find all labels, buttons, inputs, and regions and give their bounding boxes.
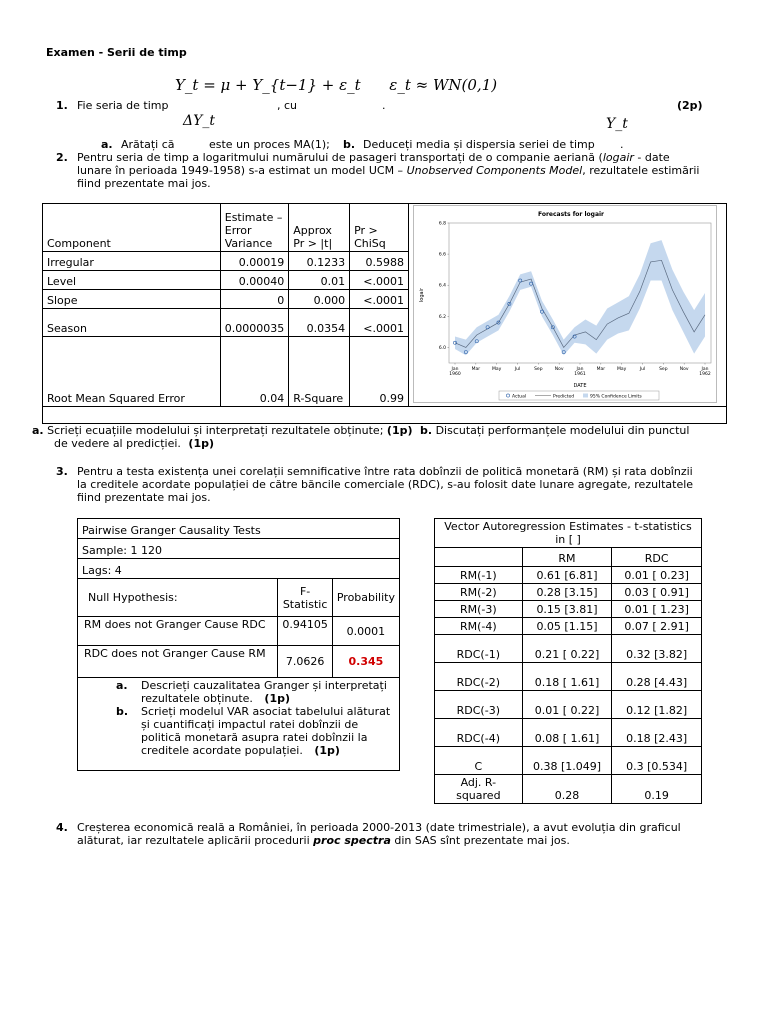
forecast-ylabel: logair [419,287,425,303]
ucm-cell: 0.000 [289,290,350,309]
granger-hypothesis: RM does not Granger Cause RDC [78,617,278,646]
q2a-label: a. [32,424,44,437]
var-row [435,747,702,775]
var-row [435,584,702,601]
q3-line3: fiind prezentate mai jos. [77,491,211,504]
x-tick-label: May [492,367,502,372]
q2-line2 [77,164,699,177]
x-tick-label: Jul [639,367,646,372]
var-row-label: RDC(-3) [435,691,523,719]
q2-line1-italic: logair [602,151,634,164]
granger-questions-cell [78,678,400,771]
x-tick-label: Jan [451,367,459,372]
q1b-end: . [620,138,624,151]
var-cell-rdc: 0.07 [ 2.91] [612,618,702,635]
granger-p-value-highlight: 0.345 [332,646,399,678]
var-row [435,635,702,663]
var-title: Vector Autoregression Estimates - t-statistics in [ ] [435,519,702,548]
legend-band: 95% Confidence Limits [590,394,642,400]
ucm-rmse-label: Root Mean Squared Error [43,337,221,407]
ucm-row [43,309,409,337]
q4-line2 [77,834,570,847]
granger-row [78,646,400,678]
q1a-label: a. [101,138,113,151]
ucm-cell: 0.01 [289,271,350,290]
q2-line2-b: , rezultatele estimării [582,164,700,177]
q3-line1: Pentru a testa existența unei corelații semnificative între rata dobînzii de politică monetară (RM) și rata dobînzii [77,465,693,478]
var-row-label: RM(-3) [435,601,523,618]
q1b-text: Deduceți media și dispersia seriei de timp [363,138,595,151]
ucm-cell: 0.0354 [289,309,350,337]
ucm-rsq-value: 0.99 [350,337,409,407]
model-formula: Y_t = μ + Y_{t−1} + ε_t ε_t ≈ WN(0,1) [175,76,498,94]
granger-p-value: 0.0001 [332,617,399,646]
q3-line2: la creditele acordate populației de către băncile comerciale (RDC), s-au folosit date lunare agregate, rezultatele [77,478,694,491]
x-tick-label: Jan [576,367,584,372]
var-row-label: RDC(-1) [435,635,523,663]
var-cell-rdc: 0.01 [ 1.23] [612,601,702,618]
var-cell-rdc: 0.19 [612,775,702,804]
q1a-text: Arătați că [121,138,175,151]
q4-line2-b: din SAS sînt prezentate mai jos. [390,834,570,847]
var-cell-rm: 0.28 [3.15] [522,584,612,601]
granger-f-value: 0.94105 [278,617,333,646]
ucm-row-rmse [43,337,409,407]
q2b-text2: de vedere al predicției. [54,437,181,450]
granger-f-value: 7.0626 [278,646,333,678]
var-cell-rdc: 0.3 [0.534] [612,747,702,775]
granger-q-b-points: (1p) [314,744,340,757]
y-tick-label: 6.4 [438,283,446,289]
var-header-rm: RM [522,548,612,567]
q4-number: 4. [56,821,68,834]
forecast-chart-title: Forecasts for logair [537,211,605,218]
legend-predicted: Predicted [553,394,575,400]
legend-actual: Actual [512,394,527,400]
var-row-label: RM(-4) [435,618,523,635]
var-row [435,719,702,747]
x-tick-year: 1961 [574,372,586,377]
q1-dot: . [382,99,386,112]
q2b-points: (1p) [188,437,215,450]
q3-number: 3. [56,465,68,478]
q1-text-b: , cu [277,99,298,112]
granger-title: Pairwise Granger Causality Tests [78,519,400,539]
var-cell-rm: 0.28 [522,775,612,804]
var-row [435,663,702,691]
ucm-cell: 0.1233 [289,252,350,271]
x-tick-label: Nov [554,367,564,372]
granger-q-a-points: (1p) [264,692,291,705]
var-row [435,567,702,584]
y-tick-label: 6.2 [438,314,446,320]
granger-q-b [78,705,399,757]
y-tick-label: 6.8 [438,221,446,227]
granger-q-b-label: b. [116,705,129,718]
ucm-cell: 0 [220,290,289,309]
var-cell-rm: 0.01 [ 0.22] [522,691,612,719]
var-cell-rdc: 0.32 [3.82] [612,635,702,663]
var-cell-rm: 0.18 [ 1.61] [522,663,612,691]
q1b-label: b. [343,138,356,151]
q1-text-a: Fie seria de timp [77,99,169,112]
var-cell-rdc: 0.18 [2.43] [612,719,702,747]
var-row-label: RDC(-2) [435,663,523,691]
ucm-header-prchi: Pr > ChiSq [350,204,409,252]
q1-delta-symbol: ΔY_t [183,113,215,129]
ucm-cell: Season [43,309,221,337]
var-row-label: RM(-2) [435,584,523,601]
q1-number: 1. [56,99,68,112]
ucm-header-variance: Estimate – Error Variance [220,204,289,252]
var-cell-rm: 0.61 [6.81] [522,567,612,584]
ucm-cell: <.0001 [350,309,409,337]
ucm-cell: <.0001 [350,271,409,290]
q1-points: (2p) [677,99,703,112]
y-tick-label: 6.6 [438,252,446,258]
x-tick-year: 1960 [449,372,461,377]
ucm-row [43,252,409,271]
x-tick-label: May [617,367,627,372]
var-cell-rdc: 0.01 [ 0.23] [612,567,702,584]
q2-number: 2. [56,151,68,164]
q2b-label: b. [420,424,433,437]
ucm-cell: 0.00040 [220,271,289,290]
x-tick-label: Nov [679,367,689,372]
var-row-label: C [435,747,523,775]
ucm-header-prt: Approx Pr > |t| [289,204,350,252]
granger-q-b-text: Scrieți modelul VAR asociat tabelului alăturat și cuantificați impactul ratei dobînzii de politică monetară asupra ratei dobînzii la creditele acordate populației. [141,705,391,757]
q2a-points: (1p) [386,424,413,437]
granger-row [78,617,400,646]
x-tick-year: 1962 [699,372,711,377]
var-cell-rm: 0.21 [ 0.22] [522,635,612,663]
legend-band-swatch [583,394,588,398]
ucm-cell: Irregular [43,252,221,271]
x-tick-label: Mar [596,367,606,372]
ucm-cell: 0.00019 [220,252,289,271]
q2-line3: fiind prezentate mai jos. [77,177,211,190]
q2b-text: Discutați performanțele modelului din punctul [435,424,690,437]
granger-header-null: Null Hypothesis: [78,579,278,617]
var-row [435,601,702,618]
q4-line2-bold-italic: proc spectra [313,834,391,847]
var-cell-rm: 0.08 [ 1.61] [522,719,612,747]
ucm-row [43,271,409,290]
x-tick-label: Mar [471,367,481,372]
ucm-cell: <.0001 [350,290,409,309]
var-row [435,691,702,719]
q1a-text2: este un proces MA(1); [209,138,330,151]
forecast-xlabel: DATE [573,383,587,389]
granger-q-a-label: a. [116,679,128,692]
ucm-cell: 0.0000035 [220,309,289,337]
x-tick-label: Jul [514,367,521,372]
q1-y-symbol: Y_t [606,116,628,132]
ucm-cell: Level [43,271,221,290]
granger-q-a-text: Descrieți cauzalitatea Granger și interpretați rezultatele obținute. [141,679,387,705]
var-table [434,518,702,804]
granger-table [77,518,400,771]
x-tick-label: Sep [659,367,668,372]
ucm-header-component: Component [43,204,221,252]
granger-hypothesis: RDC does not Granger Cause RM [78,646,278,678]
var-cell-rdc: 0.28 [4.43] [612,663,702,691]
x-tick-label: Sep [534,367,543,372]
q4-line1: Creșterea economică reală a României, în perioada 2000-2013 (date trimestriale), a avut evoluția din graficul [77,821,681,834]
x-tick-label: Jan [701,367,709,372]
q4-line2-a: alăturat, iar rezultatele aplicării procedurii [77,834,314,847]
ucm-cell: 0.5988 [350,252,409,271]
q2-line2-italic: Unobserved Components Model [406,164,583,177]
var-header-empty [435,548,523,567]
var-cell-rm: 0.05 [1.15] [522,618,612,635]
q2-line2-a: lunare în perioada 1949-1958) s-a estimat un model UCM – [77,164,407,177]
var-header-rdc: RDC [612,548,702,567]
var-row [435,775,702,804]
var-cell-rdc: 0.03 [ 0.91] [612,584,702,601]
q2-line1-a: Pentru seria de timp a logaritmului numărului de pasageri transportați de o companie aeriană ( [77,151,603,164]
var-cell-rm: 0.15 [3.81] [522,601,612,618]
y-tick-label: 6.0 [438,345,446,351]
ucm-divider [409,406,726,407]
ucm-cell: Slope [43,290,221,309]
q2a-text: Scrieți ecuațiile modelului și interpretați rezultatele obținute; [47,424,384,437]
q2-sub-a-line [32,424,689,437]
granger-header-p: Probability [332,579,399,617]
var-row-label: RM(-1) [435,567,523,584]
ucm-rmse-value: 0.04 [220,337,289,407]
q2-sub-b-line2 [54,437,214,450]
ucm-table [42,203,409,407]
var-row [435,618,702,635]
q2-line1 [77,151,670,164]
ucm-row [43,290,409,309]
ucm-rsq-label: R-Square [289,337,350,407]
var-row-label: RDC(-4) [435,719,523,747]
granger-lags: Lags: 4 [78,559,400,579]
forecast-chart [413,205,717,403]
var-row-label: Adj. R-squared [435,775,523,804]
var-cell-rdc: 0.12 [1.82] [612,691,702,719]
granger-sample: Sample: 1 120 [78,539,400,559]
granger-header-f: F-Statistic [278,579,333,617]
q2-line1-b: - date [633,151,670,164]
page-title: Examen - Serii de timp [46,46,187,59]
var-cell-rm: 0.38 [1.049] [522,747,612,775]
